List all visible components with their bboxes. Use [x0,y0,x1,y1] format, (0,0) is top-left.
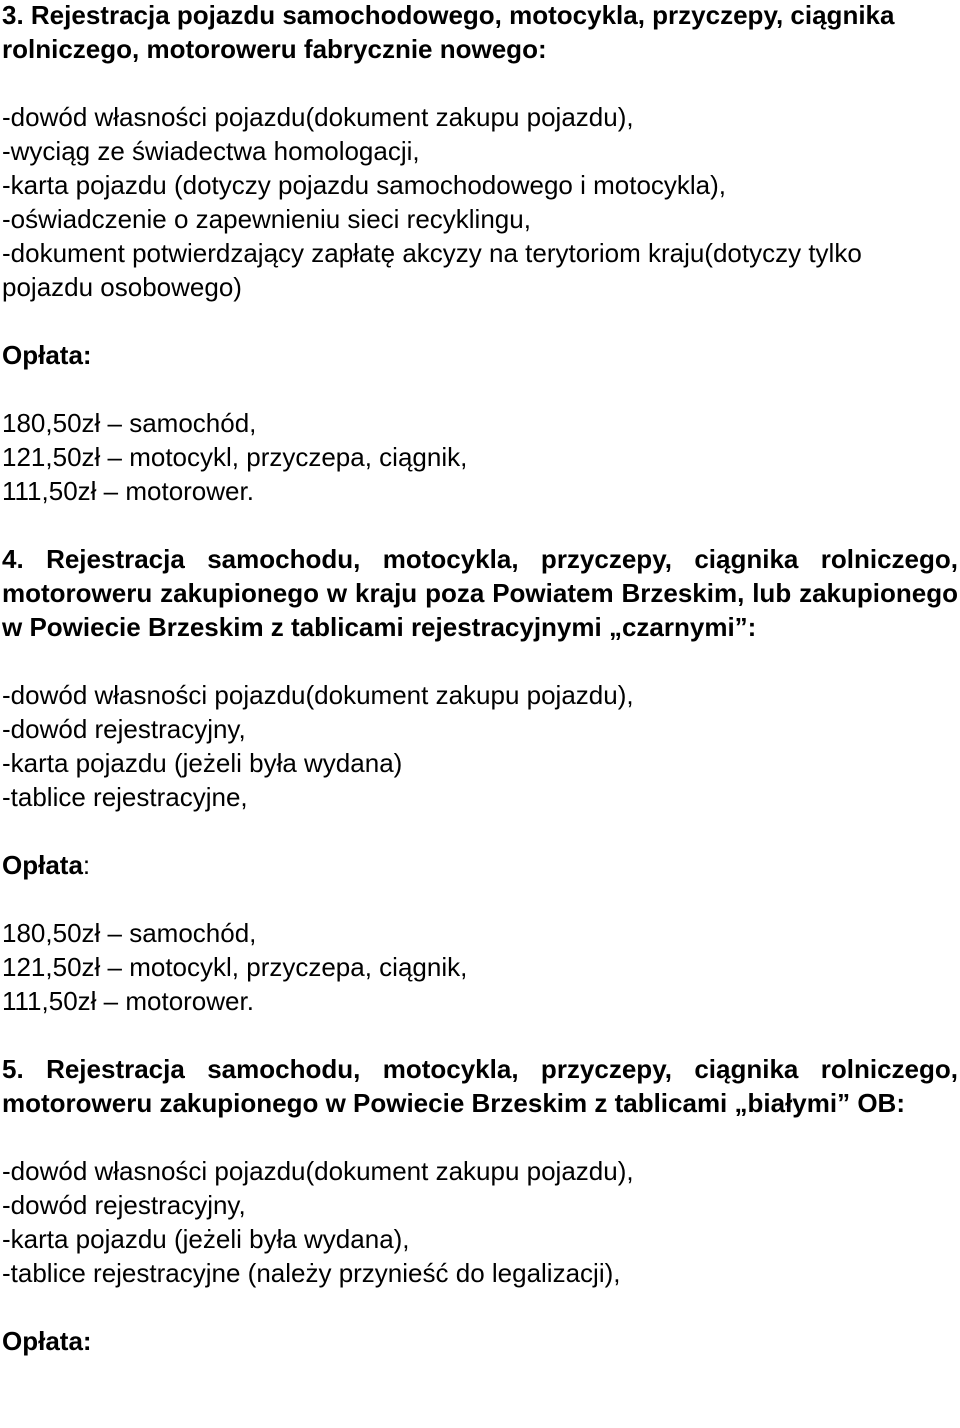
fee-line: 121,50zł – motocykl, przyczepa, ciągnik, [2,952,468,982]
list-item: -karta pojazdu (jeżeli była wydana) [2,748,403,778]
section-5-document-list [2,1154,958,1290]
section-3-document-list [2,100,958,304]
section-3-fee-label: Opłata: [2,340,92,370]
fee-line: 111,50zł – motorower. [2,986,254,1016]
fee-line: 111,50zł – motorower. [2,476,254,506]
fee-line: 180,50zł – samochód, [2,918,257,948]
section-5-heading: 5. Rejestracja samochodu, motocykla, przyczepy, ciągnika rolniczego, motoroweru zakupionego w Powiecie Brzeskim z tablicami „białymi” OB: [2,1054,958,1118]
section-5 [2,1052,958,1358]
list-item: -dowód własności pojazdu(dokument zakupu pojazdu), [2,680,634,710]
fee-line: 121,50zł – motocykl, przyczepa, ciągnik, [2,442,468,472]
fee-label-colon: : [82,850,91,880]
list-item: -tablice rejestracyjne, [2,782,248,812]
section-4-fee-label [2,848,958,882]
document-page [2,0,958,1358]
list-item: -karta pojazdu (jeżeli była wydana), [2,1224,410,1254]
section-5-fee-label: Opłata: [2,1326,92,1356]
list-item: -dowód rejestracyjny, [2,1190,246,1220]
list-item: -dowód własności pojazdu(dokument zakupu pojazdu), [2,102,634,132]
list-item: -dokument potwierdzający zapłatę akcyzy na terytoriom kraju(dotyczy tylko pojazdu osobowego) [2,238,862,302]
section-3 [2,0,958,542]
list-item: -tablice rejestracyjne (należy przynieść do legalizacji), [2,1258,621,1288]
section-4-heading: 4. Rejestracja samochodu, motocykla, przyczepy, ciągnika rolniczego, motoroweru zakupionego w kraju poza Powiatem Brzeskim, lub zakupionego w Powiecie Brzeskim z tablicami rejestracyjnymi „czarnymi”: [2,544,958,642]
section-4-document-list [2,678,958,814]
section-4 [2,542,958,1052]
list-item: -dowód własności pojazdu(dokument zakupu pojazdu), [2,1156,634,1186]
section-3-heading: 3. Rejestracja pojazdu samochodowego, motocykla, przyczepy, ciągnika rolniczego, motoroweru fabrycznie nowego: [2,0,895,64]
list-item: -dowód rejestracyjny, [2,714,246,744]
list-item: -wyciąg ze świadectwa homologacji, [2,136,420,166]
list-item: -oświadczenie o zapewnieniu sieci recyklingu, [2,204,531,234]
list-item: -karta pojazdu (dotyczy pojazdu samochodowego i motocykla), [2,170,727,200]
fee-line: 180,50zł – samochód, [2,408,257,438]
fee-label-text: Opłata [2,850,83,880]
